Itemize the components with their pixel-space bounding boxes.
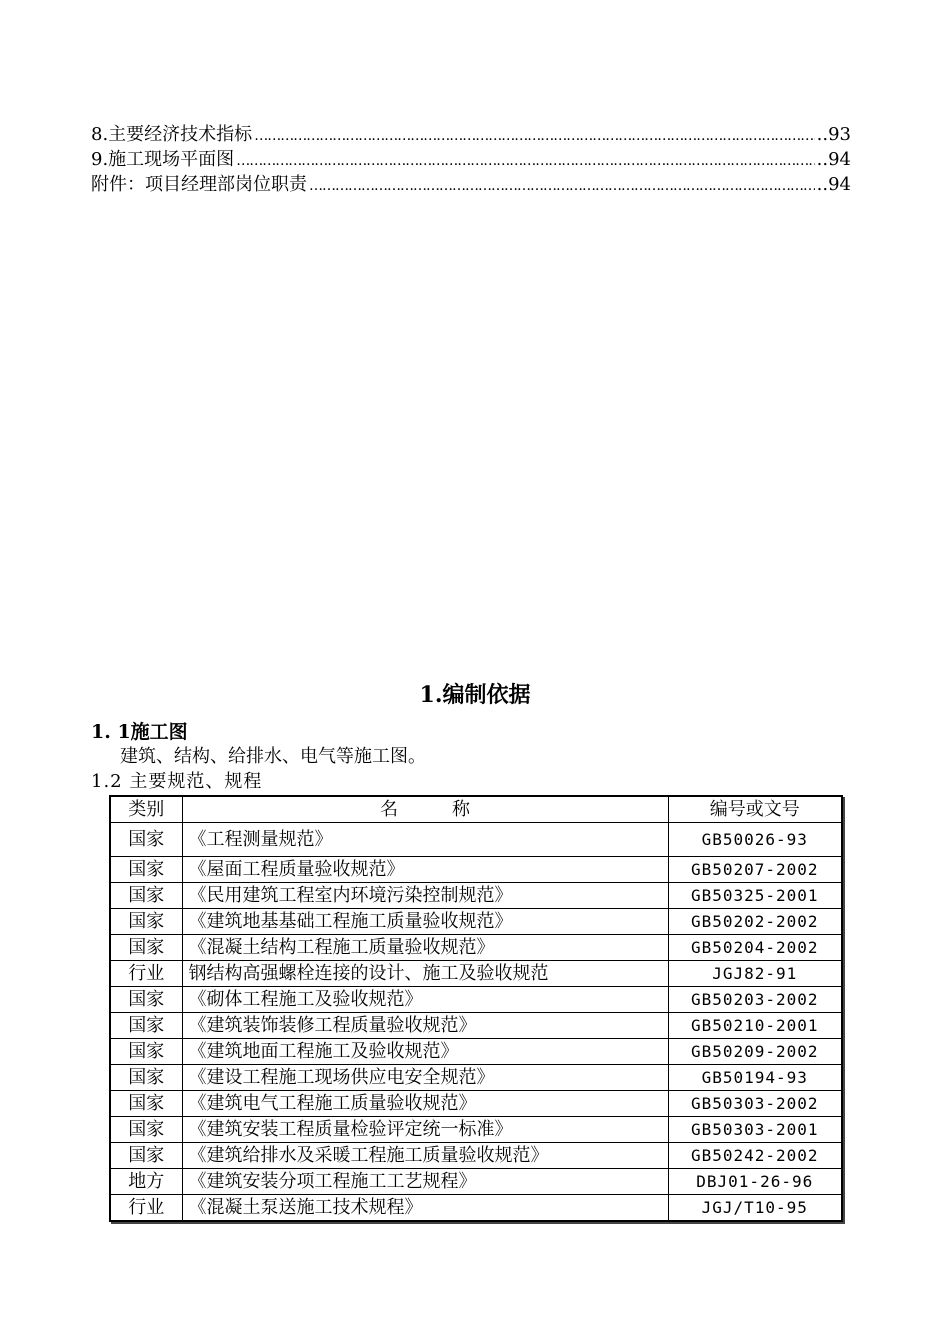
table-row — [110, 883, 842, 909]
toc-leader-dots — [309, 174, 815, 199]
cell-category: 国家 — [110, 987, 182, 1013]
cell-name: 《民用建筑工程室内环境污染控制规范》 — [182, 883, 668, 909]
table-row — [110, 1065, 842, 1091]
cell-name: 钢结构高强螺栓连接的设计、施工及验收规范 — [182, 961, 668, 987]
cell-category: 国家 — [110, 909, 182, 935]
toc-line[interactable] — [91, 122, 851, 147]
cell-code: GB50204-2002 — [668, 935, 842, 961]
header-category: 类别 — [110, 796, 182, 823]
cell-code: GB50210-2001 — [668, 1013, 842, 1039]
table-row — [110, 1013, 842, 1039]
toc-leader-dots — [236, 149, 814, 174]
header-code: 编号或文号 — [668, 796, 842, 823]
cell-name: 《建筑电气工程施工质量验收规范》 — [182, 1091, 668, 1117]
cell-category: 国家 — [110, 823, 182, 857]
table-row — [110, 823, 842, 857]
table-row — [110, 857, 842, 883]
toc-line[interactable] — [91, 172, 851, 197]
toc-page-number: ..94 — [816, 149, 851, 170]
toc-label: 9.施工现场平面图 — [91, 149, 235, 170]
table-header-row — [110, 796, 842, 823]
cell-category: 国家 — [110, 1065, 182, 1091]
cell-code: GB50242-2002 — [668, 1143, 842, 1169]
cell-name: 《建筑给排水及采暖工程施工质量验收规范》 — [182, 1143, 668, 1169]
cell-name: 《建筑安装工程质量检验评定统一标准》 — [182, 1117, 668, 1143]
cell-category: 国家 — [110, 935, 182, 961]
toc-leader-dots — [254, 124, 814, 149]
drawings-description: 建筑、结构、给排水、电气等施工图。 — [120, 746, 426, 767]
cell-code: GB50207-2002 — [668, 857, 842, 883]
toc-line[interactable] — [91, 147, 851, 172]
cell-category: 国家 — [110, 1117, 182, 1143]
cell-code: GB50303-2001 — [668, 1117, 842, 1143]
toc-label: 附件：项目经理部岗位职责 — [91, 174, 307, 195]
table-row — [110, 1091, 842, 1117]
subsection-heading-standards: 1.2 主要规范、规程 — [91, 771, 263, 792]
cell-code: GB50026-93 — [668, 823, 842, 857]
cell-code: DBJ01-26-96 — [668, 1169, 842, 1195]
table-row — [110, 1117, 842, 1143]
cell-code: GB50203-2002 — [668, 987, 842, 1013]
cell-name: 《混凝土泵送施工技术规程》 — [182, 1195, 668, 1222]
cell-category: 地方 — [110, 1169, 182, 1195]
cell-code: GB50202-2002 — [668, 909, 842, 935]
cell-name: 《建筑装饰装修工程质量验收规范》 — [182, 1013, 668, 1039]
cell-name: 《砌体工程施工及验收规范》 — [182, 987, 668, 1013]
cell-name: 《工程测量规范》 — [182, 823, 668, 857]
table-row — [110, 1039, 842, 1065]
table-row — [110, 909, 842, 935]
cell-name: 《屋面工程质量验收规范》 — [182, 857, 668, 883]
cell-category: 国家 — [110, 1013, 182, 1039]
cell-code: GB50325-2001 — [668, 883, 842, 909]
table-row — [110, 987, 842, 1013]
subsection-heading-drawings: 1. 1施工图 — [91, 721, 188, 743]
toc-page-number: ..94 — [816, 174, 851, 195]
cell-category: 国家 — [110, 883, 182, 909]
section-title: 1.编制依据 — [419, 682, 531, 708]
cell-code: JGJ82-91 — [668, 961, 842, 987]
cell-category: 国家 — [110, 1091, 182, 1117]
cell-name: 《建筑地面工程施工及验收规范》 — [182, 1039, 668, 1065]
standards-table — [109, 795, 843, 1222]
cell-name: 《混凝土结构工程施工质量验收规范》 — [182, 935, 668, 961]
header-name: 名 称 — [182, 796, 668, 823]
table-row — [110, 1169, 842, 1195]
table-row — [110, 1195, 842, 1222]
cell-code: GB50303-2002 — [668, 1091, 842, 1117]
cell-name: 《建筑安装分项工程施工工艺规程》 — [182, 1169, 668, 1195]
cell-code: GB50209-2002 — [668, 1039, 842, 1065]
table-of-contents — [91, 122, 851, 197]
cell-category: 国家 — [110, 1039, 182, 1065]
toc-page-number: ..93 — [816, 124, 851, 145]
table-row — [110, 961, 842, 987]
cell-code: GB50194-93 — [668, 1065, 842, 1091]
cell-category: 国家 — [110, 857, 182, 883]
cell-category: 行业 — [110, 961, 182, 987]
cell-code: JGJ/T10-95 — [668, 1195, 842, 1222]
cell-category: 行业 — [110, 1195, 182, 1222]
table-row — [110, 935, 842, 961]
cell-name: 《建设工程施工现场供应电安全规范》 — [182, 1065, 668, 1091]
toc-label: 8.主要经济技术指标 — [91, 124, 253, 145]
cell-category: 国家 — [110, 1143, 182, 1169]
cell-name: 《建筑地基基础工程施工质量验收规范》 — [182, 909, 668, 935]
table-row — [110, 1143, 842, 1169]
